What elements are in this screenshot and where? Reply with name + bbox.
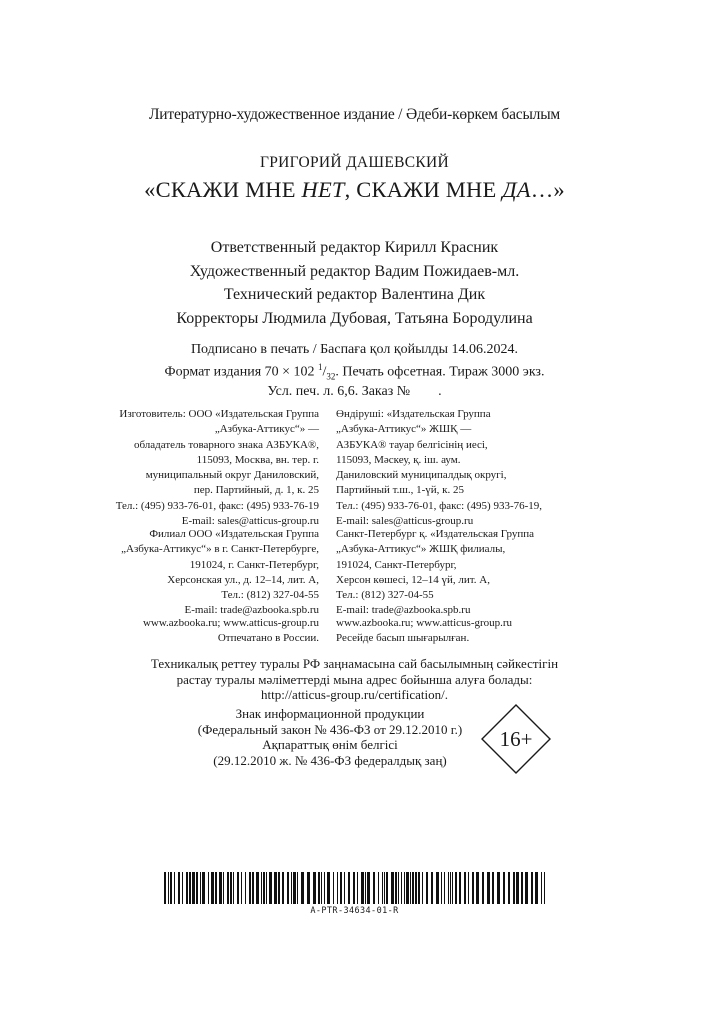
barcode-bar (215, 872, 217, 904)
barcode-bar (208, 872, 209, 904)
age-rating-badge (480, 703, 552, 775)
barcode-bar (293, 872, 296, 904)
barcode-bar (395, 872, 397, 904)
barcode-bar (178, 872, 180, 904)
barcode-bar (321, 872, 322, 904)
imprint-line: Херсонская ул., д. 12–14, лит. А, (167, 573, 319, 586)
imprint-line: E-mail: sales@atticus-group.ru (181, 515, 319, 528)
barcode-bar (261, 872, 262, 904)
barcode-bar (401, 872, 402, 904)
barcode-bar (252, 872, 254, 904)
barcode-bar (340, 872, 342, 904)
barcode-bar (357, 872, 358, 904)
barcode-bar (391, 872, 394, 904)
imprint-line: www.azbooka.ru; www.atticus-group.ru (336, 617, 513, 629)
imprint-line: „Азбука-Аттикус“» — (214, 423, 319, 436)
barcode-code: A-PTR-34634-01-R (310, 906, 399, 916)
barcode-bar (382, 872, 383, 904)
barcode-bar (513, 872, 515, 904)
barcode-bar (344, 872, 345, 904)
title-part-2: НЕТ (301, 177, 345, 202)
barcode-bar (365, 872, 366, 904)
barcode-bar (174, 872, 175, 904)
branch-kz (336, 527, 534, 619)
barcode-bar (544, 872, 545, 904)
format-line: Формат издания 70 × 102 $^1/_{32}$. Печать офсетная. Тираж 3000 экз. (164, 361, 545, 381)
staff-line: Технический редактор Валентина Дик (223, 286, 486, 303)
staff-line: Ответственный редактор Кирилл Красник (210, 239, 499, 256)
format-prefix: Формат издания 70 × 102 (164, 364, 319, 380)
barcode-bar (367, 872, 370, 904)
branch-ru (121, 527, 319, 619)
barcode-bar (227, 872, 229, 904)
barcode-bar (266, 872, 267, 904)
barcode-bar (237, 872, 239, 904)
imprint-line: Филиал ООО «Издательская Группа (149, 528, 319, 540)
barcode-bar (196, 872, 198, 904)
barcode-bar (274, 872, 277, 904)
age-rating-text: 16+ (499, 727, 533, 751)
barcode-bar (202, 872, 205, 904)
title-part-4: ДА (502, 177, 531, 202)
barcode-bar (249, 872, 251, 904)
imprint-line: E-mail: trade@azbooka.spb.ru (184, 604, 319, 617)
barcode (164, 872, 545, 904)
barcode-bar (441, 872, 442, 904)
barcode-bar (282, 872, 284, 904)
barcode-bar (468, 872, 469, 904)
imprint-line: обладатель товарного знака АЗБУКА®, (133, 438, 319, 451)
imprint-line: 191024, г. Санкт-Петербург, (189, 558, 319, 571)
imprint-line: АЗБУКА® тауар белгісінің иесі, (336, 438, 488, 451)
tech-line: растау туралы мәліметтерді мына адрес бойынша алуға болады: (176, 671, 533, 687)
barcode-bar (219, 872, 222, 904)
barcode-bar (450, 872, 451, 904)
barcode-bar (256, 872, 259, 904)
barcode-bar (192, 872, 195, 904)
tech-line: http://atticus-group.ru/certification/. (260, 687, 448, 702)
staff-line: Художественный редактор Вадим Пожидаев-мл. (189, 262, 520, 280)
imprint-line: Тел.: (495) 933-76-01, факс: (495) 933-76-19 (115, 499, 319, 512)
barcode-bar (535, 872, 538, 904)
sheets-order: Усл. печ. л. 6,6. Заказ № . (267, 384, 442, 400)
barcode-bar (337, 872, 338, 904)
barcode-bar (412, 872, 414, 904)
barcode-bar (164, 872, 166, 904)
barcode-bar (291, 872, 292, 904)
barcode-bar (386, 872, 388, 904)
barcode-bar (531, 872, 533, 904)
manufacturer-ru (116, 407, 319, 529)
sign-line: Знак информационной продукции (235, 706, 425, 721)
sign-line: (29.12.2010 ж. № 436-ФЗ федералдық заң) (213, 752, 447, 768)
barcode-bar (415, 872, 417, 904)
title-part-5: …» (530, 177, 565, 202)
info-product-sign (160, 706, 500, 768)
barcode-bar (487, 872, 490, 904)
barcode-bar (348, 872, 350, 904)
barcode-bar (245, 872, 246, 904)
manufacturer-kz (336, 407, 542, 529)
imprint-line: Өндіруші: «Издательская Группа (336, 408, 491, 420)
barcode-bar (168, 872, 169, 904)
barcode-bar (459, 872, 461, 904)
technical-regulation-note (0, 656, 709, 703)
publication-info (0, 342, 709, 401)
staff-credits (0, 236, 709, 330)
barcode-bar (211, 872, 214, 904)
barcode-bar (223, 872, 224, 904)
author-name: ГРИГОРИЙ ДАШЕВСКИЙ (259, 154, 450, 171)
imprint-line: Ресейде басып шығарылған. (336, 632, 470, 645)
barcode-bar (436, 872, 439, 904)
imprint-line: Херсон көшесі, 12–14 үй, лит. А, (336, 573, 490, 586)
barcode-bar (263, 872, 265, 904)
signed-date: Подписано в печать / Баспаға қол қойылды 14.06.2024. (190, 342, 519, 357)
barcode-bar (241, 872, 242, 904)
imprint-line: E-mail: sales@atticus-group.ru (336, 515, 474, 528)
barcode-bar (431, 872, 433, 904)
barcode-bar (418, 872, 420, 904)
imprint-line: „Азбука-Аттикус“» в г. Санкт-Петербурге, (121, 543, 319, 556)
barcode-bar (318, 872, 320, 904)
imprint-line: Даниловский муниципалдық округі, (336, 469, 507, 482)
series-line: Литературно-художественное издание / Әдеби-көркем басылым (148, 106, 561, 123)
barcode-bar (476, 872, 479, 904)
staff-line: Корректоры Людмила Дубовая, Татьяна Бородулина (176, 309, 533, 327)
sign-line: (Федеральный закон № 436-ФЗ от 29.12.2010 г.) (197, 721, 463, 737)
barcode-bar (182, 872, 183, 904)
barcode-bar (301, 872, 304, 904)
imprint-line: Отпечатано в России. (217, 632, 319, 645)
imprint-line: Партийный т.ш., 1-үй, к. 25 (336, 484, 465, 497)
barcode-bar (186, 872, 188, 904)
barcode-bar (525, 872, 528, 904)
barcode-bar (426, 872, 428, 904)
format-denominator: 32 (326, 370, 336, 381)
barcode-bar (452, 872, 453, 904)
barcode-bar (398, 872, 399, 904)
barcode-bar (521, 872, 523, 904)
barcode-bar (410, 872, 411, 904)
imprint-line: 191024, Санкт-Петербург, (336, 558, 457, 571)
barcode-bar (170, 872, 172, 904)
barcode-bar (269, 872, 272, 904)
barcode-bar (448, 872, 449, 904)
imprint-line: www.azbooka.ru; www.atticus-group.ru (142, 617, 319, 629)
barcode-bar (541, 872, 542, 904)
barcode-bar (230, 872, 232, 904)
barcode-bar (278, 872, 280, 904)
format-suffix: . Печать офсетная. Тираж 3000 экз. (335, 364, 545, 380)
imprint-line: „Азбука-Аттикус“» ЖШҚ филиалы, (336, 543, 506, 556)
web-kz (336, 616, 512, 647)
title-part-3: , СКАЖИ МНЕ (344, 177, 503, 202)
barcode-bar (313, 872, 316, 904)
imprint-line: Тел.: (495) 933-76-01, факс: (495) 933-76-19, (336, 499, 543, 512)
barcode-bar (200, 872, 201, 904)
barcode-bar (324, 872, 325, 904)
title-part-1: «СКАЖИ МНЕ (144, 177, 302, 202)
barcode-bar (233, 872, 234, 904)
barcode-bar (516, 872, 519, 904)
imprint-line: 115093, Москва, вн. тер. г. (196, 453, 319, 466)
barcode-bar (378, 872, 379, 904)
barcode-bar (361, 872, 364, 904)
imprint-line: 115093, Мәскеу, қ. іш. аум. (336, 453, 461, 466)
imprint-line: Санкт-Петербург қ. «Издательская Группа (336, 528, 534, 540)
barcode-bar (422, 872, 423, 904)
tech-line: Техникалық реттеу туралы РФ заңнамасына сай басылымның сәйкестігін (150, 656, 559, 671)
barcode-bar (353, 872, 355, 904)
web-ru (143, 616, 319, 647)
imprint-line: Тел.: (812) 327-04-55 (221, 589, 319, 602)
sign-line: Ақпараттық өнім белгісі (262, 737, 398, 752)
barcode-bar (404, 872, 405, 904)
barcode-bar (508, 872, 510, 904)
barcode-bar (373, 872, 375, 904)
imprint-line: „Азбука-Аттикус“» ЖШҚ — (336, 423, 472, 436)
imprint-line: Изготовитель: ООО «Издательская Группа (119, 408, 319, 420)
barcode-bar (482, 872, 484, 904)
barcode-bar (492, 872, 494, 904)
barcode-bar (464, 872, 466, 904)
barcode-bar (297, 872, 298, 904)
barcode-bar (406, 872, 409, 904)
barcode-bar (455, 872, 457, 904)
imprint-line: муниципальный округ Даниловский, (145, 469, 319, 482)
format-numerator: 1 (318, 361, 323, 372)
barcode-bar (497, 872, 500, 904)
barcode-bar (333, 872, 334, 904)
barcode-bar (287, 872, 289, 904)
barcode-bar (327, 872, 330, 904)
imprint-line: пер. Партийный, д. 1, к. 25 (193, 484, 319, 497)
barcode-bar (189, 872, 191, 904)
barcode-bar (503, 872, 505, 904)
barcode-bar (472, 872, 474, 904)
barcode-bar (384, 872, 385, 904)
barcode-bar (444, 872, 445, 904)
book-title (0, 177, 709, 203)
imprint-line: Тел.: (812) 327-04-55 (336, 589, 434, 602)
imprint-line: E-mail: trade@azbooka.spb.ru (336, 604, 471, 617)
barcode-bar (307, 872, 310, 904)
